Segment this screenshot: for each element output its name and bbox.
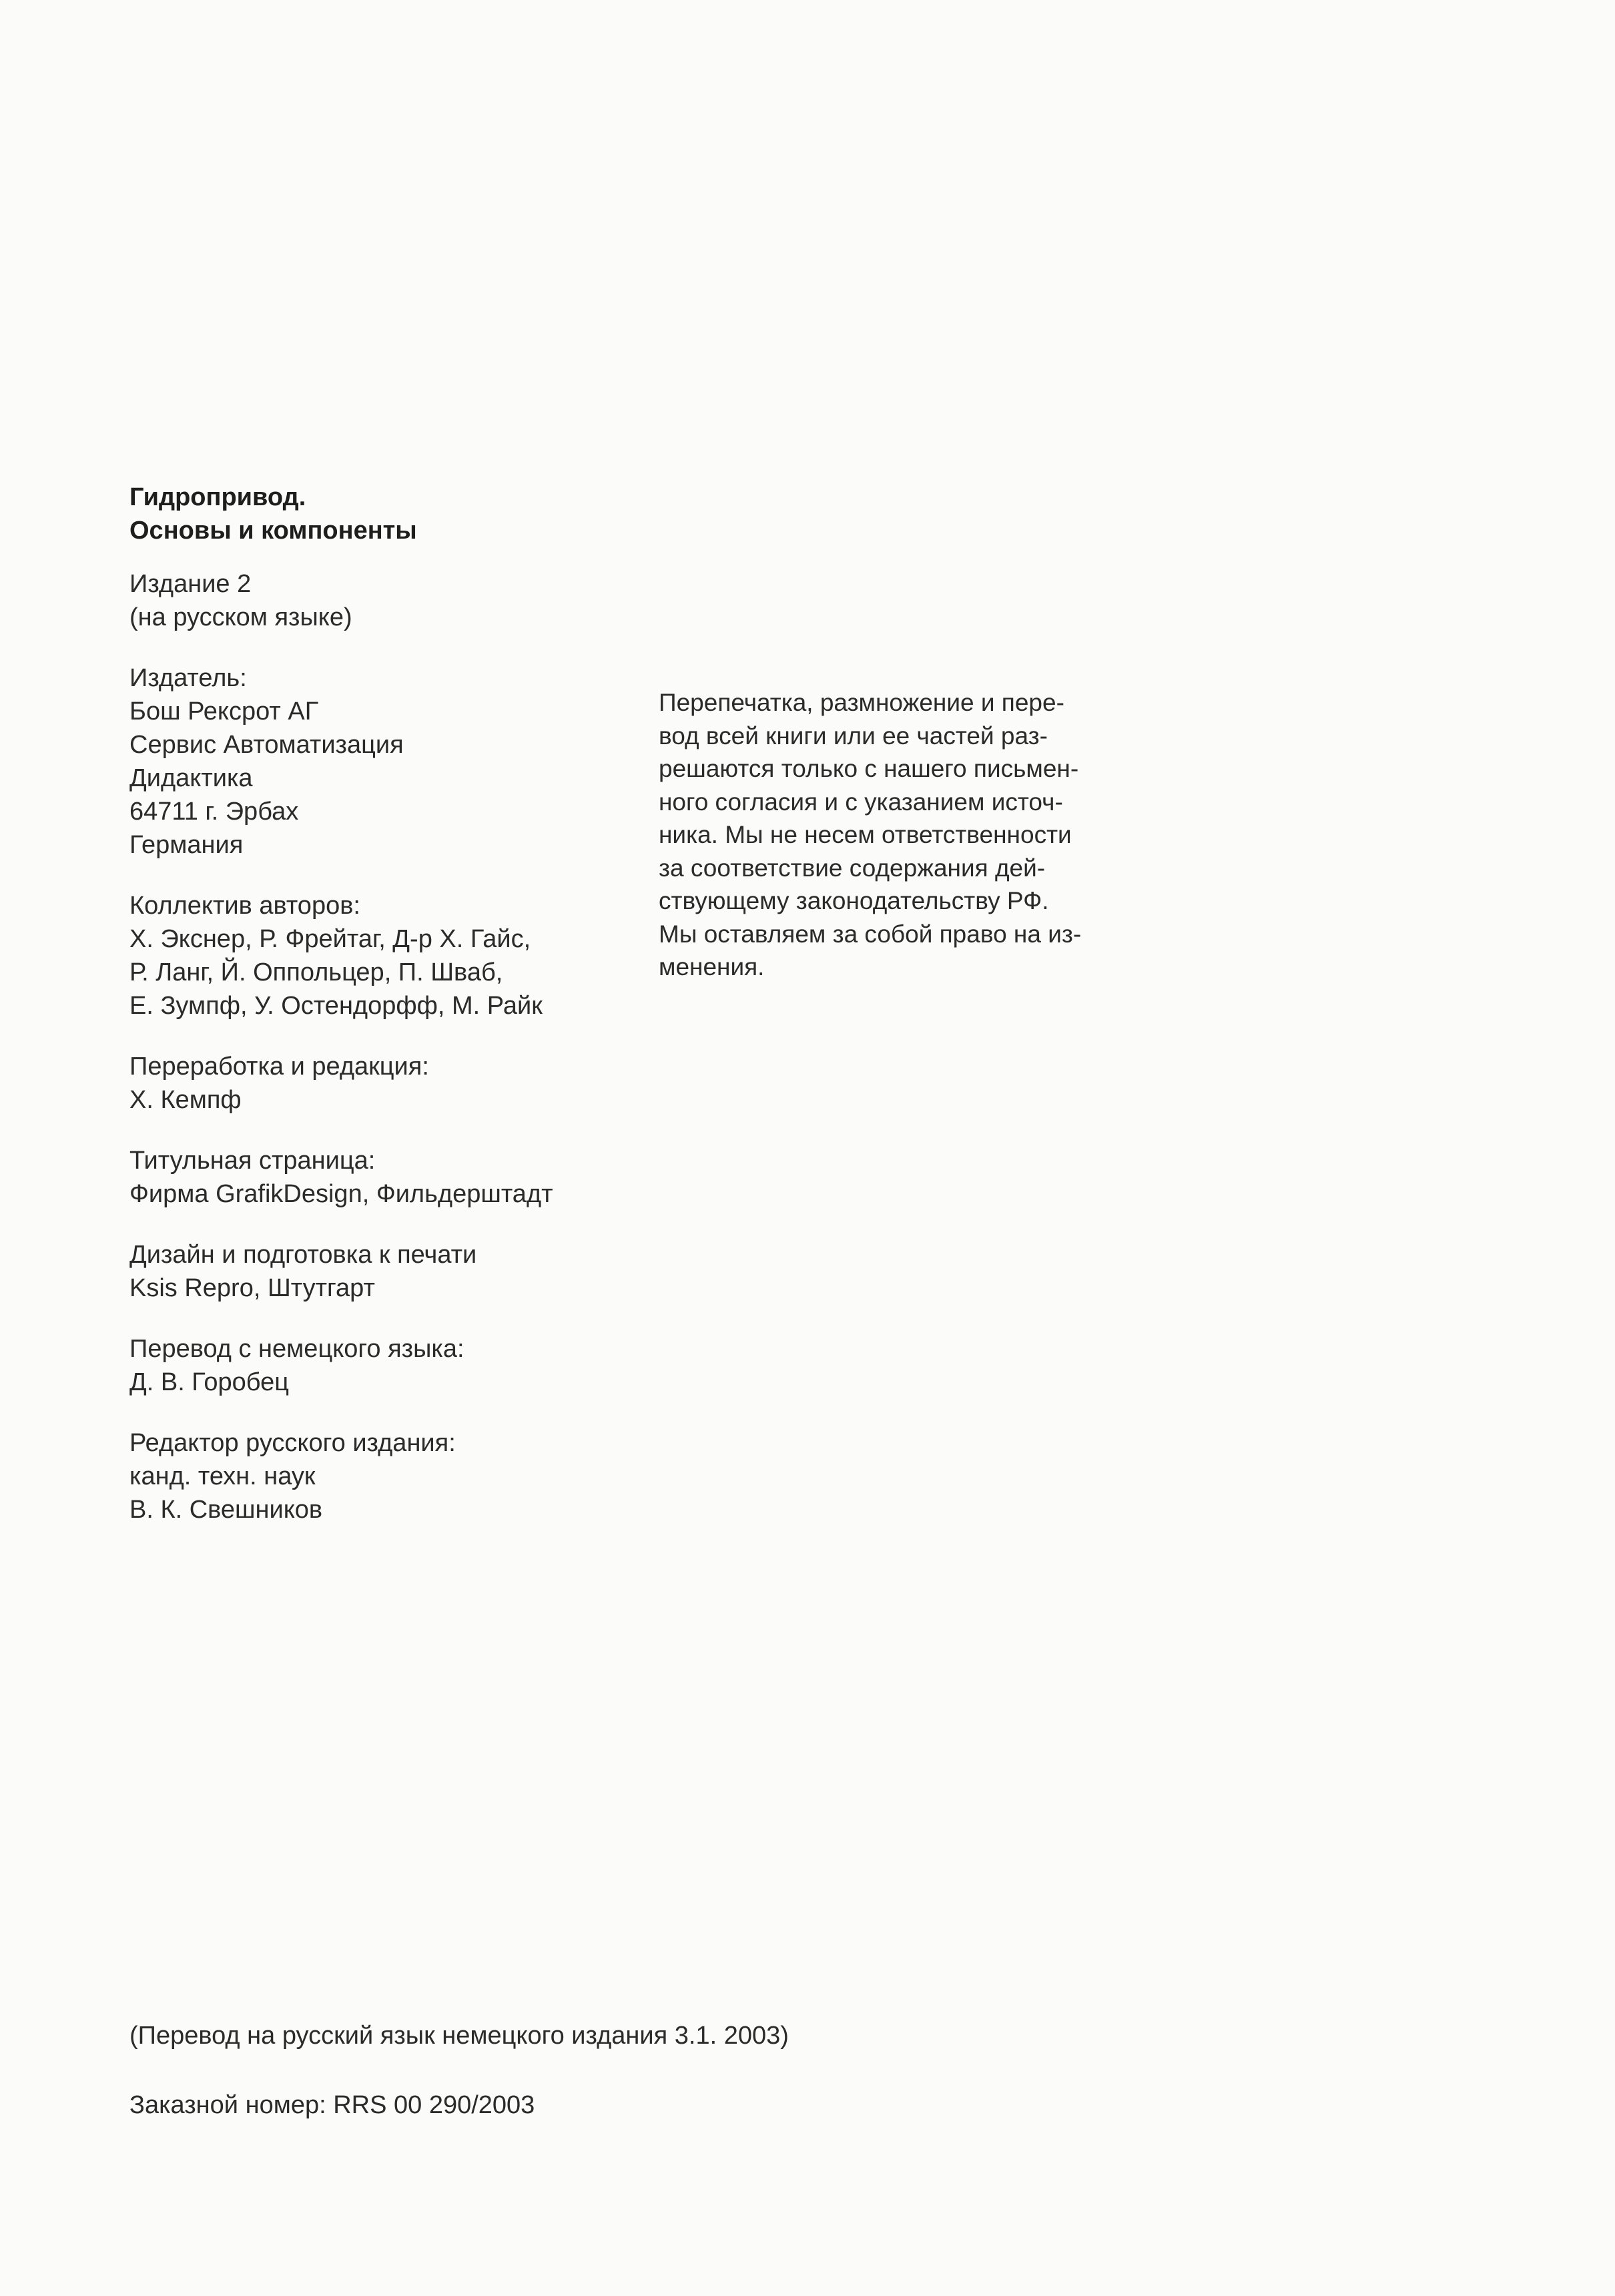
imprint-details <box>129 481 663 1554</box>
publisher-label: Издатель: <box>129 664 247 692</box>
publisher-city: 64711 г. Эрбах <box>129 798 299 826</box>
design-company: Ksis Repro, Штутгарт <box>129 1274 375 1302</box>
book-title <box>129 481 663 547</box>
publisher-country: Германия <box>129 831 244 859</box>
copyright-line: вод всей книги или ее частей раз- <box>659 722 1048 750</box>
russian-editor-label: Редактор русского издания: <box>129 1429 456 1457</box>
translator-name: Д. В. Горобец <box>129 1368 289 1396</box>
authors-line-2: Р. Ланг, Й. Оппольцер, П. Шваб, <box>129 958 503 986</box>
authors-label: Коллектив авторов: <box>129 892 360 920</box>
copyright-line: за соответствие содержания дей- <box>659 854 1046 882</box>
editing-block <box>129 1050 663 1117</box>
title-page-designer: Фирма GrafikDesign, Фильдерштадт <box>129 1180 553 1208</box>
copyright-line: Перепечатка, размножение и пере- <box>659 689 1064 716</box>
editor-name: Х. Кемпф <box>129 1086 242 1114</box>
translation-label: Перевод с немецкого языка: <box>129 1335 464 1363</box>
publisher-division: Сервис Автоматизация <box>129 731 404 759</box>
edition-block <box>129 567 663 634</box>
design-block <box>129 1238 663 1305</box>
publisher-department: Дидактика <box>129 764 253 792</box>
copyright-line: Мы оставляем за собой право на из- <box>659 920 1082 948</box>
authors-line-3: Е. Зумпф, У. Остендорфф, М. Райк <box>129 992 543 1020</box>
copyright-line: ного согласия и с указанием источ- <box>659 788 1063 816</box>
book-title-line-1: Гидропривод. <box>129 483 306 511</box>
book-title-line-2: Основы и компоненты <box>129 517 417 545</box>
editing-label: Переработка и редакция: <box>129 1053 429 1081</box>
russian-editor-degree: канд. техн. наук <box>129 1462 316 1490</box>
publisher-name: Бош Рексрот АГ <box>129 697 319 726</box>
footer <box>129 2019 789 2122</box>
publisher-block <box>129 661 663 862</box>
copyright-line: менения. <box>659 953 765 980</box>
copyright-line: решаются только с нашего письмен- <box>659 755 1079 782</box>
authors-block <box>129 889 663 1023</box>
russian-editor-name: В. К. Свешников <box>129 1496 323 1524</box>
copyright-line: ствующему законодательству РФ. <box>659 887 1049 914</box>
copyright-line: ника. Мы не несем ответственности <box>659 821 1072 848</box>
translation-block <box>129 1332 663 1399</box>
russian-editor-block <box>129 1426 663 1526</box>
title-page-block <box>129 1144 663 1211</box>
design-label: Дизайн и подготовка к печати <box>129 1241 477 1269</box>
translation-note: (Перевод на русский язык немецкого издания 3.1. 2003) <box>129 2022 789 2050</box>
authors-line-1: Х. Экснер, Р. Фрейтаг, Д-р Х. Гайс, <box>129 925 531 953</box>
order-number: Заказной номер: RRS 00 290/2003 <box>129 2091 535 2119</box>
title-page-label: Титульная страница: <box>129 1147 376 1175</box>
copyright-notice <box>659 686 1153 984</box>
edition-number: Издание 2 <box>129 570 252 598</box>
edition-language: (на русском языке) <box>129 603 352 631</box>
